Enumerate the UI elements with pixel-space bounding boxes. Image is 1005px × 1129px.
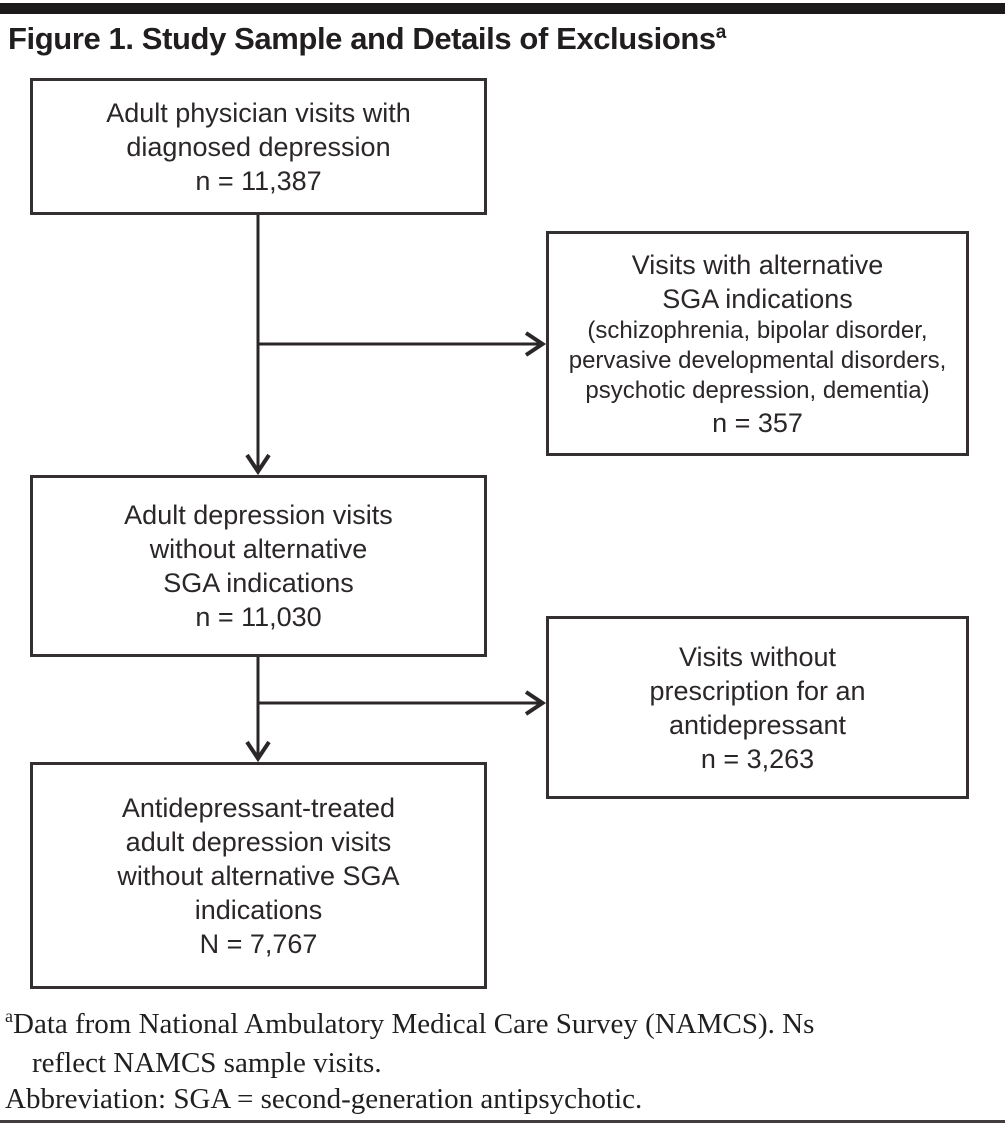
- box-sample-count: N = 7,767: [199, 928, 318, 959]
- footnote-marker: a: [5, 1006, 13, 1026]
- footnote-text: Abbreviation: SGA = second-generation antipsychotic.: [5, 1083, 643, 1115]
- footnote-text: reflect NAMCS sample visits.: [32, 1047, 382, 1079]
- flow-box-final-sample: [30, 762, 487, 989]
- box-sample-count: n = 11,030: [195, 602, 322, 632]
- flow-box-adult-depression-visits: [30, 475, 487, 657]
- connector-arrow-middle-to-final: [247, 657, 269, 759]
- box-text-line: diagnosed depression: [126, 131, 391, 162]
- connector-arrow-top-to-middle: [247, 214, 269, 472]
- footnote-block: [5, 1006, 1000, 1117]
- box-detail-line: psychotic depression, dementia): [585, 376, 930, 404]
- box-text-line: indications: [194, 894, 323, 925]
- box-text-line: prescription for an: [649, 675, 866, 706]
- box-text-line: without alternative SGA: [117, 860, 400, 891]
- bottom-rule: [0, 1120, 1005, 1123]
- top-rule: [0, 3, 1005, 14]
- connector-arrow-to-exclusion-2: [258, 692, 543, 714]
- box-text-line: SGA indications: [163, 568, 354, 598]
- figure-title: [8, 21, 726, 57]
- box-text-line: antidepressant: [668, 709, 847, 740]
- box-text-line: adult depression visits: [125, 826, 392, 857]
- footnote-text: Data from National Ambulatory Medical Care Survey (NAMCS). Ns: [13, 1008, 815, 1040]
- flow-box-adult-physician-visits: [30, 78, 487, 215]
- box-text-line: Adult depression visits: [124, 500, 393, 530]
- box-sample-count: n = 357: [712, 407, 803, 438]
- box-text-line: Adult physician visits with: [106, 97, 411, 128]
- connector-arrow-to-exclusion-1: [258, 333, 543, 355]
- box-text-line: Antidepressant-treated: [121, 792, 396, 823]
- box-detail-line: (schizophrenia, bipolar disorder,: [587, 316, 928, 344]
- footnote-line-continuation: [5, 1045, 1000, 1081]
- box-text-line: Visits without: [678, 641, 837, 672]
- flow-box-exclusion-no-prescription: [546, 616, 969, 799]
- footnote-line-data-source: [5, 1006, 1000, 1045]
- footnote-line-abbreviation: [5, 1081, 1000, 1117]
- figure-title-text: Figure 1. Study Sample and Details of Exclusions: [8, 21, 716, 56]
- flow-box-exclusion-sga-indications: [546, 231, 969, 456]
- box-sample-count: n = 11,387: [195, 165, 322, 196]
- box-text-line: without alternative: [149, 534, 368, 564]
- figure-title-superscript: a: [715, 22, 726, 43]
- box-sample-count: n = 3,263: [700, 743, 815, 774]
- box-text-line: Visits with alternative: [631, 249, 884, 280]
- box-text-line: SGA indications: [662, 283, 853, 314]
- box-detail-line: pervasive developmental disorders,: [568, 346, 947, 374]
